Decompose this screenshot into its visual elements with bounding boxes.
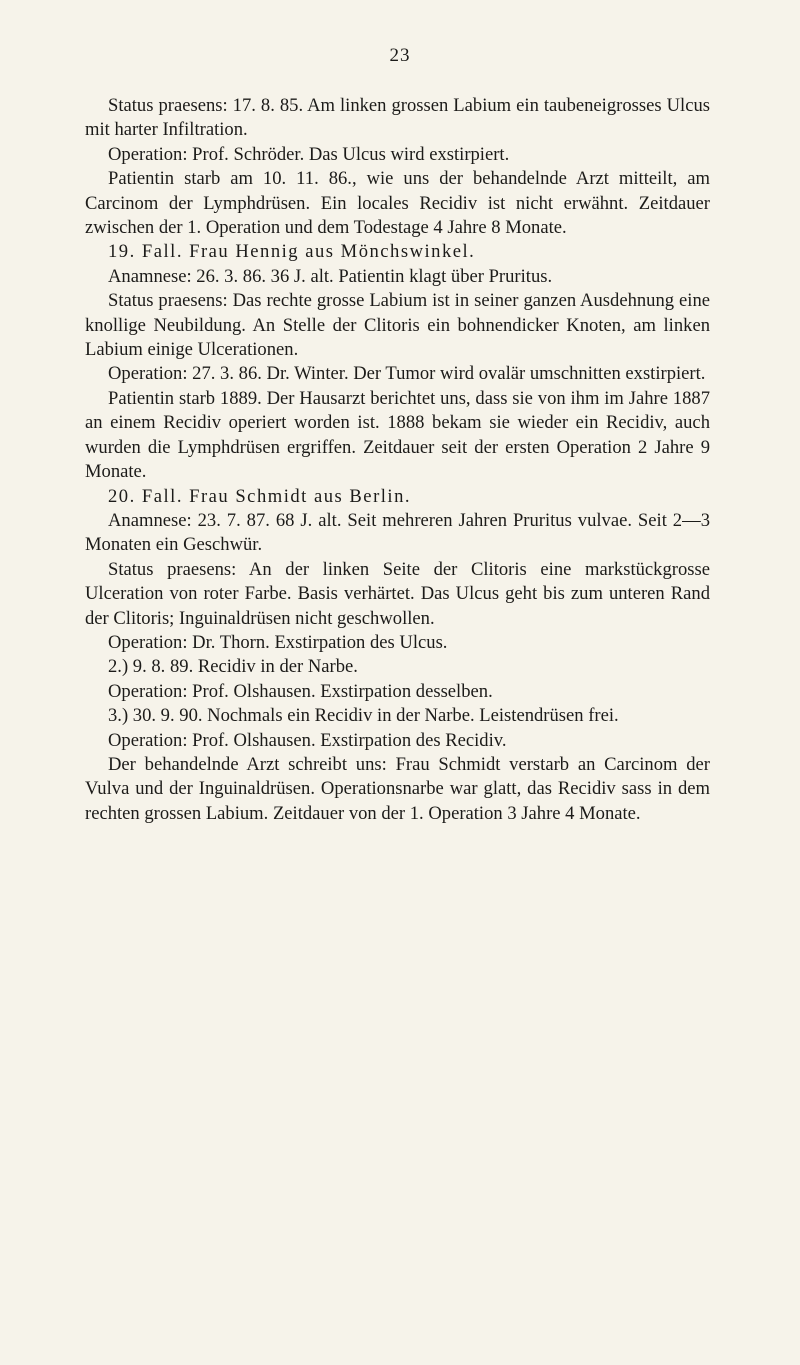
paragraph-status-praesens-19: Status praesens: Das rechte grosse Labium ist in seiner ganzen Ausdehnung eine knollige Neubildung. An Stelle der Clitoris ein bohnendicker Knoten, am linken Labium einige Ulcerationen.: [85, 290, 710, 361]
paragraph-operation-19: Operation: 27. 3. 86. Dr. Winter. Der Tumor wird ovalär umschnitten exstirpiert.: [108, 363, 706, 385]
body-text: [85, 94, 710, 826]
paragraph-recidiv-2: 2.) 9. 8. 89. Recidiv in der Narbe.: [108, 656, 358, 678]
paragraph-status-praesens-20: Status praesens: An der linken Seite der Clitoris eine markstückgrosse Ulceration von roter Farbe. Basis verhärtet. Das Ulcus geht bis zum unteren Rand der Clitoris; Inguinaldrüsen nicht geschwollen.: [85, 558, 710, 629]
paragraph-operation-20-second: Operation: Prof. Olshausen. Exstirpation desselben.: [108, 680, 493, 702]
page-number: 23: [389, 45, 411, 66]
paragraph-anamnese-20: Anamnese: 23. 7. 87. 68 J. alt. Seit mehreren Jahren Pruritus vulvae. Seit 2—3 Monaten ein Geschwür.: [85, 509, 710, 556]
paragraph-operation-18: Operation: Prof. Schröder. Das Ulcus wird exstirpiert.: [108, 143, 510, 165]
case-heading-20: 20. Fall. Frau Schmidt aus Berlin.: [108, 485, 412, 507]
paragraph-anamnese-19: Anamnese: 26. 3. 86. 36 J. alt. Patientin klagt über Pruritus.: [108, 265, 553, 287]
paragraph-outcome-20: Der behandelnde Arzt schreibt uns: Frau Schmidt verstarb an Carcinom der Vulva und der Inguinaldrüsen. Operationsnarbe war glatt, das Recidiv sass in dem rechten grossen Labium. Zeitdauer von der 1. Operation 3 Jahre 4 Monate.: [85, 753, 710, 824]
paragraph-operation-20-third: Operation: Prof. Olshausen. Exstirpation des Recidiv.: [108, 729, 507, 751]
paragraph-operation-20: Operation: Dr. Thorn. Exstirpation des Ulcus.: [108, 631, 448, 653]
case-heading-19: 19. Fall. Frau Hennig aus Mönchswinkel.: [108, 241, 476, 263]
paragraph-outcome-18: Patientin starb am 10. 11. 86., wie uns der behandelnde Arzt mitteilt, am Carcinom der Lymphdrüsen. Ein locales Recidiv ist nicht erwähnt. Zeitdauer zwischen der 1. Operation und dem Todestage 4 Jahre 8 Monate.: [85, 168, 710, 239]
paragraph-status-praesens-18: Status praesens: 17. 8. 85. Am linken grossen Labium ein taubeneigrosses Ulcus mit harter Infiltration.: [85, 95, 710, 141]
paragraph-outcome-19: Patientin starb 1889. Der Hausarzt berichtet uns, dass sie von ihm im Jahre 1887 an einem Recidiv operiert worden ist. 1888 bekam sie wieder ein Recidiv, auch wurden die Lymphdrüsen ergriffen. Zeitdauer seit der ersten Operation 2 Jahre 9 Monate.: [85, 387, 710, 483]
paragraph-recidiv-3: 3.) 30. 9. 90. Nochmals ein Recidiv in der Narbe. Leistendrüsen frei.: [108, 705, 619, 727]
